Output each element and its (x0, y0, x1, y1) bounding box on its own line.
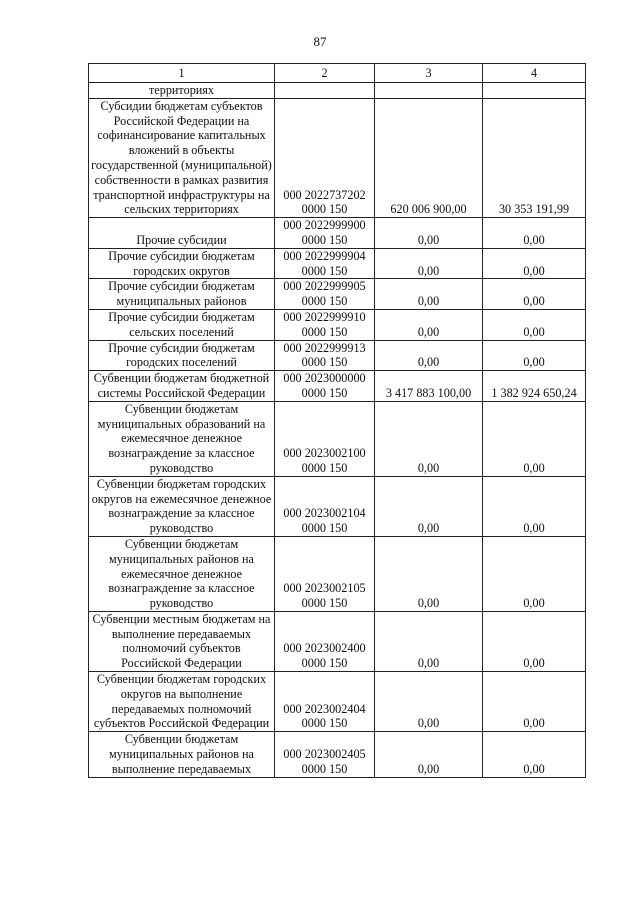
column-header-3: 3 (375, 64, 483, 83)
row-code-cell: 000 2022737202 0000 150 (275, 98, 375, 217)
row-name-cell: Субвенции бюджетам бюджетной системы Российской Федерации (89, 371, 275, 402)
row-value-col3-cell: 0,00 (375, 672, 483, 732)
table-row (89, 732, 586, 777)
row-code-cell: 000 2023002405 0000 150 (275, 732, 375, 777)
table-row (89, 340, 586, 371)
row-code-cell: 000 2022999913 0000 150 (275, 340, 375, 371)
table-row (89, 309, 586, 340)
row-name-cell: Прочие субсидии бюджетам сельских поселений (89, 309, 275, 340)
row-value-col4-cell: 0,00 (483, 476, 586, 536)
row-value-col4-cell: 0,00 (483, 732, 586, 777)
table-row (89, 672, 586, 732)
table-row (89, 218, 586, 249)
row-name-cell: Прочие субсидии бюджетам городских поселений (89, 340, 275, 371)
table-row (89, 98, 586, 217)
page-number: 87 (313, 34, 327, 49)
row-value-col4-cell: 0,00 (483, 536, 586, 611)
row-code-cell (275, 83, 375, 99)
table-row (89, 476, 586, 536)
row-code-cell: 000 2023002104 0000 150 (275, 476, 375, 536)
row-value-col4-cell: 0,00 (483, 309, 586, 340)
row-value-col4-cell (483, 83, 586, 99)
row-value-col4-cell: 0,00 (483, 340, 586, 371)
row-code-cell: 000 2023002105 0000 150 (275, 536, 375, 611)
row-name-cell: Субвенции бюджетам городских округов на выполнение передаваемых полномочий субъектов Российской Федерации (89, 672, 275, 732)
budget-table (88, 63, 586, 778)
row-value-col3-cell: 0,00 (375, 309, 483, 340)
table-row (89, 401, 586, 476)
table-row (89, 83, 586, 99)
row-value-col4-cell: 0,00 (483, 279, 586, 310)
row-value-col3-cell (375, 83, 483, 99)
row-value-col4-cell: 0,00 (483, 401, 586, 476)
row-value-col3-cell: 3 417 883 100,00 (375, 371, 483, 402)
row-code-cell: 000 2023002404 0000 150 (275, 672, 375, 732)
table-row (89, 279, 586, 310)
row-value-col3-cell: 0,00 (375, 611, 483, 671)
table-row (89, 611, 586, 671)
row-value-col3-cell: 0,00 (375, 218, 483, 249)
table-row (89, 371, 586, 402)
column-header-4: 4 (483, 64, 586, 83)
row-name-cell: Субвенции бюджетам муниципальных районов на ежемесячное денежное вознаграждение за классное руководство (89, 536, 275, 611)
row-code-cell: 000 2023002400 0000 150 (275, 611, 375, 671)
row-value-col4-cell: 0,00 (483, 218, 586, 249)
row-code-cell: 000 2023000000 0000 150 (275, 371, 375, 402)
row-value-col3-cell: 0,00 (375, 279, 483, 310)
row-value-col3-cell: 0,00 (375, 476, 483, 536)
row-value-col4-cell: 1 382 924 650,24 (483, 371, 586, 402)
row-value-col4-cell: 30 353 191,99 (483, 98, 586, 217)
row-code-cell: 000 2022999910 0000 150 (275, 309, 375, 340)
row-value-col3-cell: 0,00 (375, 732, 483, 777)
column-header-2: 2 (275, 64, 375, 83)
row-name-cell: Субсидии бюджетам субъектов Российской Федерации на софинансирование капитальных вложений в объекты государственной (муниципальной) собственности в рамках развития транспортной инфраструктуры на сельских территориях (89, 98, 275, 217)
table-row (89, 536, 586, 611)
row-value-col3-cell: 0,00 (375, 340, 483, 371)
row-name-cell: Субвенции бюджетам городских округов на ежемесячное денежное вознаграждение за классное руководство (89, 476, 275, 536)
column-header-1: 1 (89, 64, 275, 83)
row-name-cell: Субвенции бюджетам муниципальных районов на выполнение передаваемых (89, 732, 275, 777)
row-name-cell: Субвенции местным бюджетам на выполнение передаваемых полномочий субъектов Российской Федерации (89, 611, 275, 671)
row-value-col4-cell: 0,00 (483, 248, 586, 279)
row-value-col4-cell: 0,00 (483, 672, 586, 732)
row-value-col3-cell: 0,00 (375, 536, 483, 611)
row-code-cell: 000 2022999905 0000 150 (275, 279, 375, 310)
table-row (89, 248, 586, 279)
row-code-cell: 000 2022999900 0000 150 (275, 218, 375, 249)
row-name-cell: территориях (89, 83, 275, 99)
row-value-col3-cell: 0,00 (375, 248, 483, 279)
table-header-row (89, 64, 586, 83)
row-code-cell: 000 2023002100 0000 150 (275, 401, 375, 476)
row-name-cell: Прочие субсидии бюджетам муниципальных районов (89, 279, 275, 310)
row-name-cell: Прочие субсидии бюджетам городских округов (89, 248, 275, 279)
row-name-cell: Прочие субсидии (89, 218, 275, 249)
row-value-col3-cell: 620 006 900,00 (375, 98, 483, 217)
row-value-col4-cell: 0,00 (483, 611, 586, 671)
row-code-cell: 000 2022999904 0000 150 (275, 248, 375, 279)
row-name-cell: Субвенции бюджетам муниципальных образований на ежемесячное денежное вознаграждение за классное руководство (89, 401, 275, 476)
row-value-col3-cell: 0,00 (375, 401, 483, 476)
table-body (89, 83, 586, 778)
